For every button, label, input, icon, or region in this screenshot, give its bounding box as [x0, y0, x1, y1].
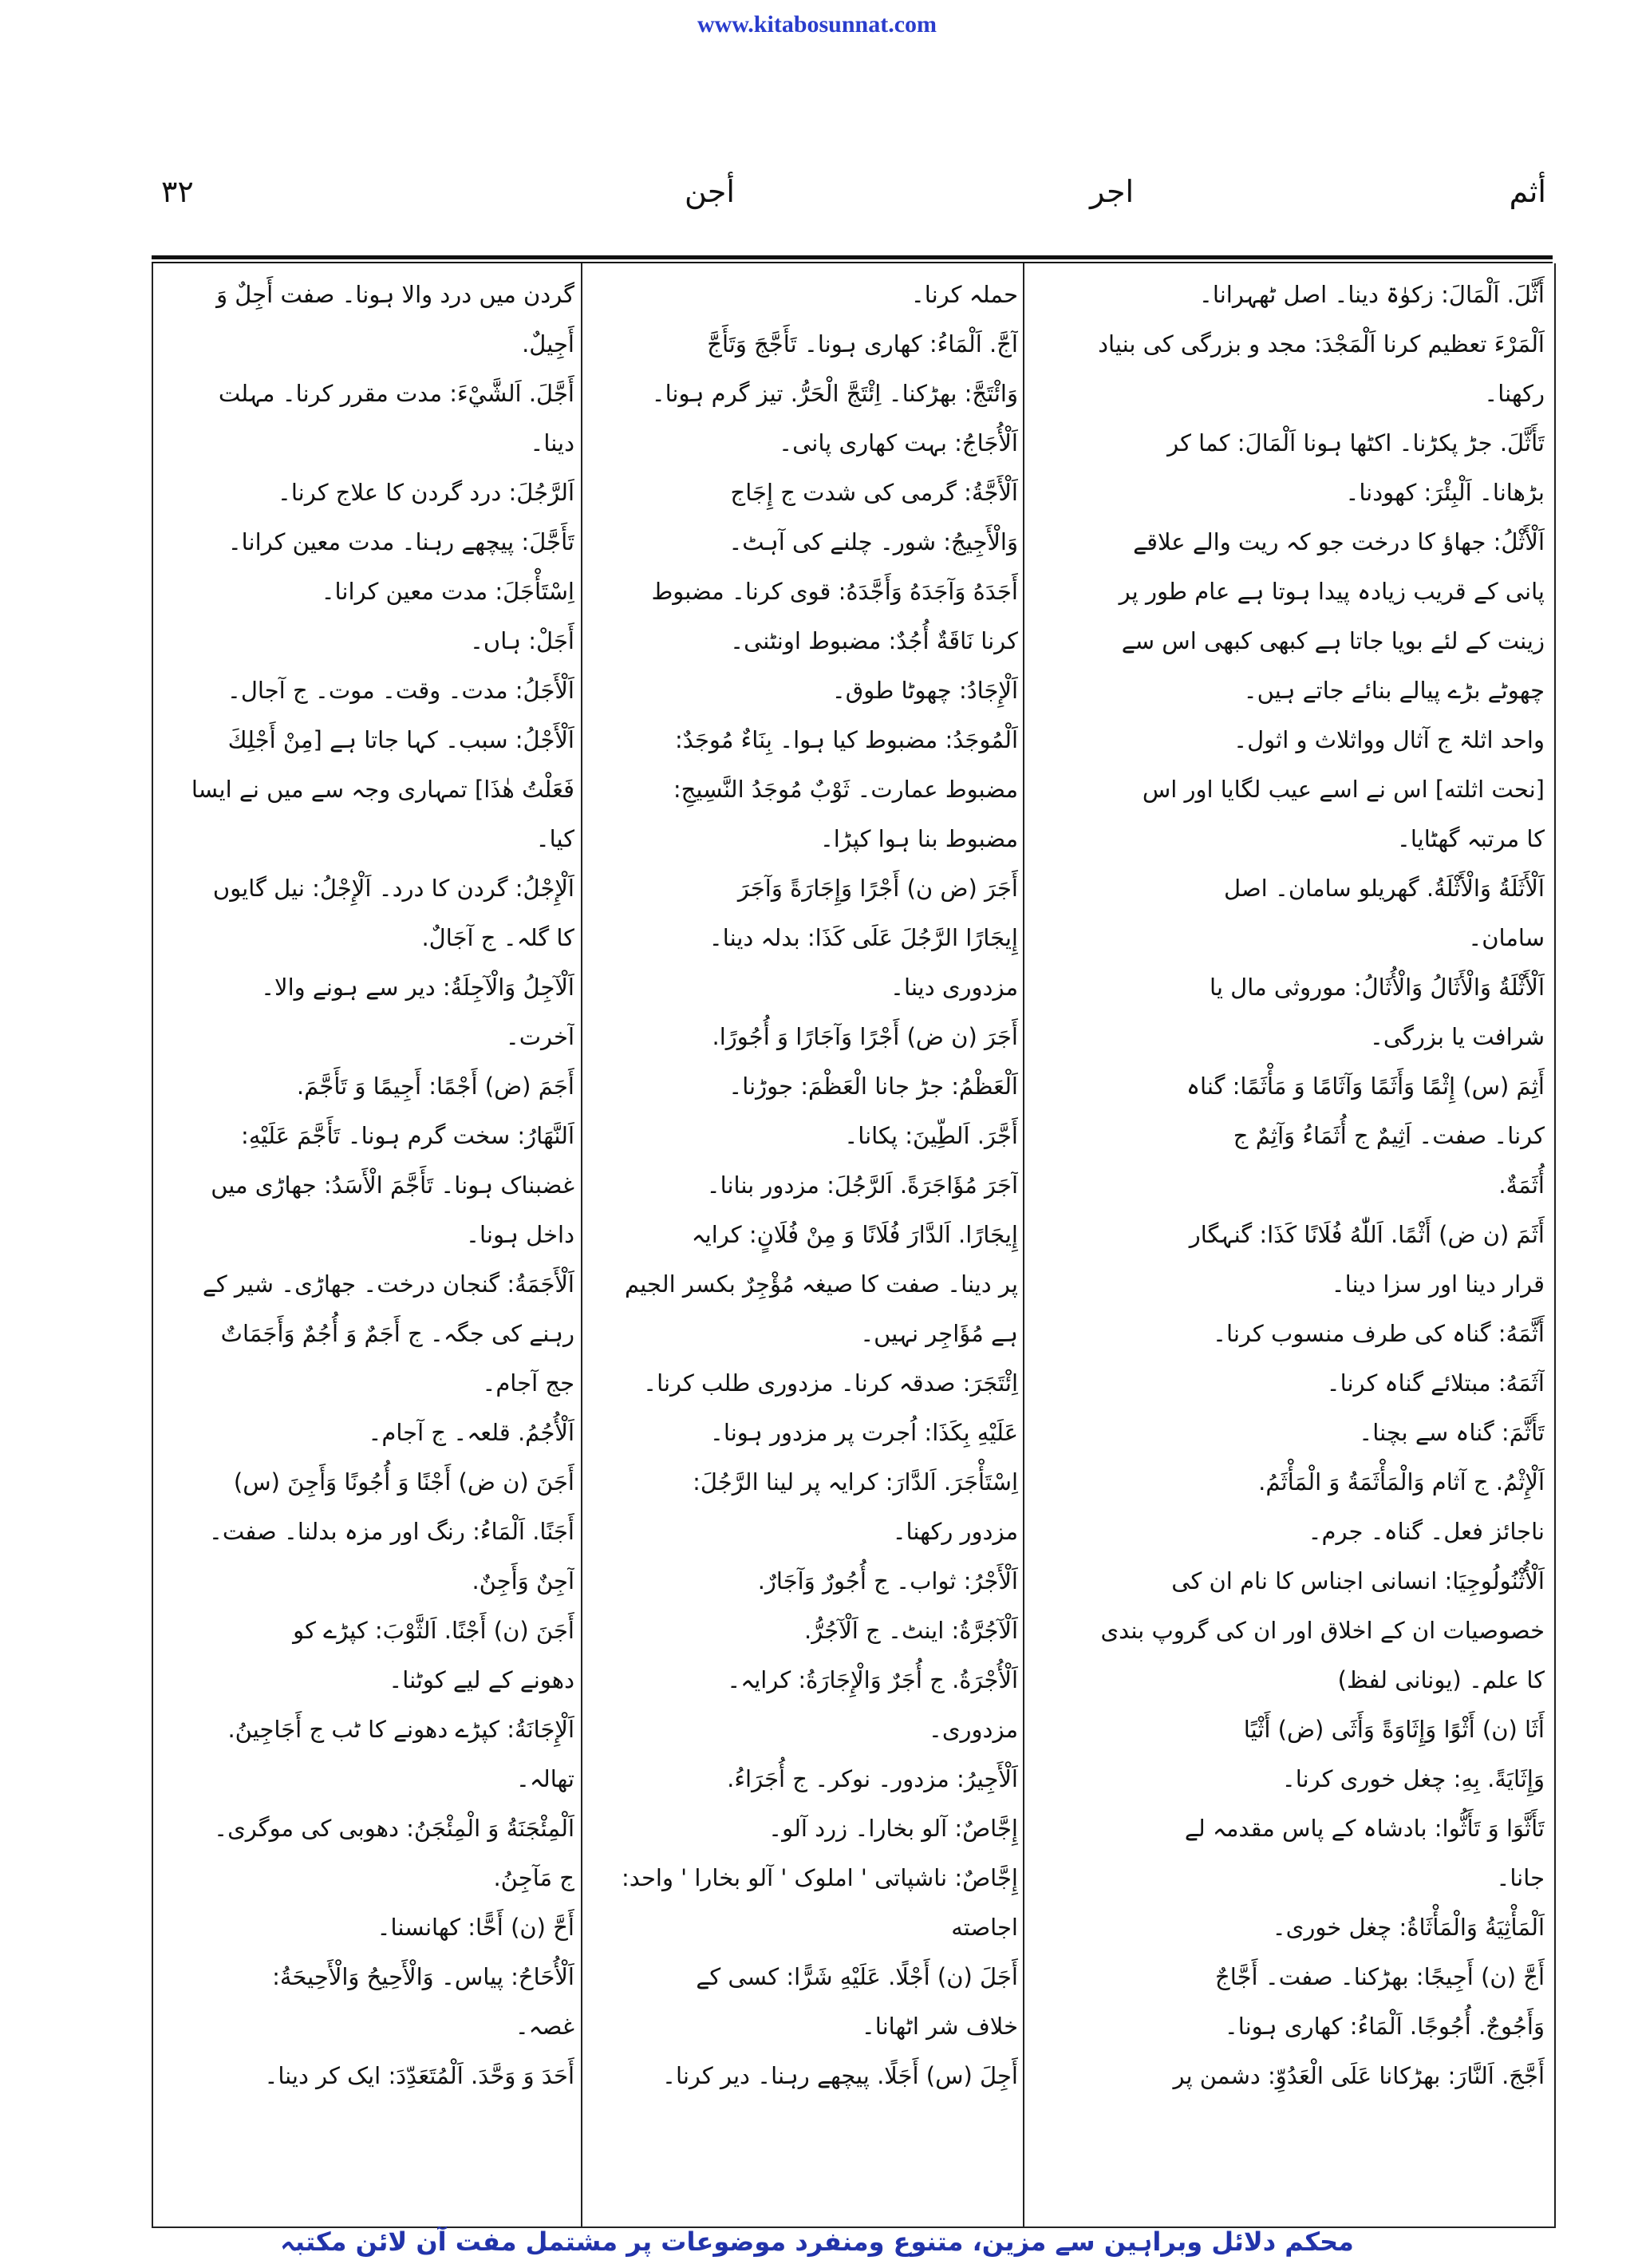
dictionary-line: إِيجَارًا الرَّجُلَ عَلَى كَذَا: بدلہ دینا۔ — [708, 924, 1018, 951]
dictionary-line: أَجَّ (ن) أَجِيجًا: بھڑکنا۔ صفت۔ أَجَّاجٌ — [1215, 1963, 1545, 1990]
dictionary-line: دینا۔ — [530, 429, 574, 456]
dictionary-line: أَجَدَهُ وَآجَدَهُ وَأَجَّدَهُ: قوی کرنا۔ مضبوط — [651, 578, 1018, 605]
dictionary-line: أُثَمَةٌ. — [1498, 1172, 1545, 1199]
column-divider-left — [581, 263, 582, 2227]
dictionary-line: إِجَّاصٌ: آلو بخارا۔ زرد آلو۔ — [768, 1815, 1018, 1842]
dictionary-line: اَلْإِجَادُ: چھوٹا طوق۔ — [831, 677, 1018, 704]
dictionary-line: قرار دینا اور سزا دینا۔ — [1331, 1270, 1545, 1298]
dictionary-line: أَجِلَ (س) أَجَلًا. پیچھے رہنا۔ دیر کرنا۔ — [662, 2062, 1018, 2089]
dictionary-line: إِجَّاصٌ: ناشپاتی ' املوک ' آلو بخارا ' واحد: — [621, 1864, 1018, 1891]
dictionary-line: جج آجام۔ — [482, 1369, 574, 1397]
dictionary-line: أَجَّرَ. اَلطِّينَ: پکانا۔ — [844, 1122, 1018, 1149]
dictionary-line: مضبوط بنا ہوا کپڑا۔ — [819, 825, 1018, 852]
dictionary-line: اَلْأُحَاحُ: پیاس۔ وَالْأَحِيحُ وَالْأَحِيحَةُ: — [272, 1963, 574, 1990]
dictionary-line: أَثَا (ن) أَثْوًا وَإِثَاوَةً وَأَثَى (ض) أَثْيًا — [1243, 1716, 1545, 1743]
dictionary-line: مزدوری دینا۔ — [890, 974, 1018, 1001]
page-header — [158, 174, 1546, 222]
page-number: ۳۲ — [161, 174, 194, 209]
dictionary-line: اَلْأَثْلَةُ وَالْأَثَالُ وَالْأُثَالُ: موروثی مال یا — [1210, 974, 1545, 1001]
dictionary-line: أَحَّ (ن) أَحًّا: کھانسنا۔ — [377, 1914, 574, 1941]
dictionary-line: اَلْأُثْنُولُوجِيَا: انسانی اجناس کا نام ان کی — [1171, 1567, 1545, 1594]
dictionary-line: دھونے کے لیے کوٹنا۔ — [389, 1666, 574, 1693]
dictionary-line: اَلْأَجِيرُ: مزدور۔ نوکر۔ ج أُجَرَاءُ. — [727, 1765, 1018, 1792]
dictionary-line: اَلْأَجْرُ: ثواب۔ ج أُجُورٌ وَآجَارٌ. — [757, 1567, 1018, 1594]
dictionary-line: کا مرتبہ گھٹایا۔ — [1396, 825, 1545, 852]
dictionary-line: پر دینا۔ صفت کا صیغہ مُؤْجِرٌ بکسر الجیم — [625, 1270, 1018, 1298]
dictionary-line: کیا۔ — [535, 825, 574, 852]
dictionary-line: رہنے کی جگہ۔ ج أَجَمٌ وَ أُجُمٌ وَأَجَمَاتٌ — [220, 1320, 574, 1347]
dictionary-line: ہے مُؤَاجِر نہیں۔ — [860, 1320, 1018, 1347]
dictionary-line: غضبناک ہونا۔ تَأَجَّمَ الْأَسَدُ: جھاڑی میں — [211, 1172, 574, 1199]
dictionary-line: آخرت۔ — [505, 1023, 574, 1050]
dictionary-line: واحد اثلۃ ج آثال وواثلاث و اثول۔ — [1233, 726, 1545, 753]
dictionary-line: أَثَّلَ. اَلْمَالَ: زکوٰۃ دینا۔ اصل ٹھہرانا۔ — [1198, 281, 1545, 308]
dictionary-line: اَلْمَرْءَ تعظیم کرنا اَلْمَجْدَ: مجد و بزرگی کی بنیاد — [1098, 330, 1545, 358]
column-divider-right — [1023, 263, 1024, 2227]
dictionary-line: اَلْمُوجَدُ: مضبوط کیا ہوا۔ بِنَاءٌ مُوجَدٌ: — [674, 726, 1018, 753]
dictionary-line: اَلْأَجَمَةُ: گنجان درخت۔ جھاڑی۔ شیر کے — [202, 1270, 574, 1298]
dictionary-line: جانا۔ — [1496, 1864, 1545, 1891]
dictionary-line: پانی کے قریب زیادہ پیدا ہوتا ہے عام طور پر — [1119, 578, 1545, 605]
dictionary-line: وَأَجُوجٌ. أُجُوجًا. اَلْمَاءُ: کھاری ہونا۔ — [1224, 2013, 1545, 2040]
dictionary-line: اَلرَّجُلَ: درد گردن کا علاج کرنا۔ — [277, 479, 574, 506]
dictionary-line: اَلْأَثَلَةُ وَالْأَثْلَةُ. گھریلو سامان۔ اصل — [1224, 875, 1545, 902]
dictionary-line: [نحت اثلته] اس نے اسے عیب لگایا اور اس — [1142, 776, 1545, 803]
footer-slogan: محکم دلائل وبراہین سے مزین، متنوع ومنفرد موضوعات پر مشتمل مفت آن لائن مکتبہ — [280, 2227, 1354, 2257]
dictionary-line: مزدور رکھنا۔ — [892, 1518, 1018, 1545]
dictionary-line: أَحَدَ وَ وَحَّدَ. اَلْمُتَعَدِّدَ: ایک کر دینا۔ — [264, 2062, 574, 2089]
dictionary-line: فَعَلْتُ هٰذَا] تمہاری وجہ سے میں نے ایسا — [191, 776, 574, 803]
dictionary-line: أَجَّجَ. اَلنَّارَ: بھڑکانا عَلَى الْعَدُوِّ: دشمن پر — [1173, 2062, 1545, 2089]
dictionary-line: أَجَنًا. اَلْمَاءُ: رنگ اور مزہ بدلنا۔ صفت۔ — [208, 1518, 574, 1545]
dictionary-line: آجِنٌ وَأَجِنٌ. — [472, 1567, 574, 1594]
dictionary-line: غصہ۔ — [515, 2013, 574, 2040]
dictionary-line: آجَّ. اَلْمَاءُ: کھاری ہونا۔ تَأَجَّجَ وَتَأَجَّ — [707, 330, 1018, 358]
dictionary-line: چھوٹے بڑے پیالے بنائے جاتے ہیں۔ — [1243, 677, 1545, 704]
dictionary-line: وَالْأَجِيجُ: شور۔ چلنے کی آہٹ۔ — [728, 528, 1018, 555]
dictionary-line: اَلْآجِلُ وَالْآجِلَةُ: دیر سے ہونے والا۔ — [261, 974, 574, 1001]
left-column-keyword: أجن — [685, 174, 735, 209]
dictionary-line: أَثِمَ (س) إِثْمًا وَأَثَمًا وَآثَامًا وَ مَأْثَمًا: گناہ — [1186, 1073, 1545, 1100]
dictionary-line: أَجَّلَ. اَلشَّيْءَ: مدت مقرر کرنا۔ مہلت — [218, 380, 574, 407]
dictionary-line: أَجَمَ (ض) أَجْمًا: أَجِيمًا وَ تَأَجَّمَ. — [296, 1073, 574, 1100]
dictionary-line: مضبوط عمارت۔ ثَوْبٌ مُوجَدُ النَّسِيجِ: — [673, 776, 1018, 803]
dictionary-line: اجاصته — [951, 1914, 1018, 1941]
dictionary-line: اَلْمَأْثِيَةُ وَالْمَأْثَاةُ: چغل خوری۔ — [1272, 1914, 1545, 1941]
dictionary-line: آجَرَ مُؤَاجَرَةً. اَلرَّجُلَ: مزدور بنانا۔ — [706, 1172, 1018, 1199]
dictionary-line: إِيجَارًا. اَلدَّارَ فُلَانًا وَ مِنْ فُلَانٍ: کرایہ — [691, 1221, 1018, 1248]
dictionary-line: أَجَلْ: ہاں۔ — [469, 627, 574, 654]
dictionary-line: أَجَلَ (ن) أَجْلًا. عَلَيْهِ شَرًّا: کسی کے — [696, 1963, 1018, 1990]
dictionary-line: اِسْتَأْجَلَ: مدت معین کرانا۔ — [321, 578, 574, 605]
middle-column-keyword: اجر — [1090, 174, 1135, 209]
dictionary-line: خصوصیات ان کے اخلاق اور ان کی گروپ بندی — [1100, 1617, 1545, 1644]
dictionary-line: اِسْتَأْجَرَ. اَلدَّارَ: کرایہ پر لینا الرَّجُلَ: — [693, 1468, 1018, 1496]
dictionary-line: زینت کے لئے بویا جاتا ہے کبھی کبھی اس سے — [1121, 627, 1545, 654]
dictionary-line: اَلْأُجْرَةُ. ج أُجَرٌ وَالْإِجَارَةُ: کرایہ۔ — [727, 1666, 1018, 1693]
dictionary-line: اَلنَّهَارُ: سخت گرم ہونا۔ تَأَجَّمَ عَلَيْهِ: — [241, 1122, 574, 1149]
dictionary-line: خلاف شر اٹھانا۔ — [861, 2013, 1018, 2040]
dictionary-line: أَجَرَ (ن ض) أَجْرًا وَآجَارًا وَ أُجُورًا. — [712, 1023, 1018, 1050]
dictionary-line: رکھنا۔ — [1484, 380, 1545, 407]
dictionary-line: تَأَثَّلَ. جڑ پکڑنا۔ اکٹھا ہونا اَلْمَالَ: کما کر — [1167, 429, 1545, 456]
dictionary-line: اَلْإِجْلُ: گردن کا درد۔ اَلْإِجْلُ: نیل گایوں — [212, 875, 574, 902]
right-column — [1029, 270, 1545, 2217]
dictionary-line: اَلْعَظْمُ: جڑ جانا الْعَظْمَ: جوڑنا۔ — [728, 1073, 1018, 1100]
dictionary-line: أَجِيلٌ. — [522, 330, 574, 358]
dictionary-line: تَأَجَّلَ: پیچھے رہنا۔ مدت معین کرانا۔ — [227, 528, 574, 555]
dictionary-line: أَجَرَ (ض ن) أَجْرًا وَإِجَارَةً وَآجَرَ — [737, 875, 1018, 902]
dictionary-line: کا گلہ۔ ج آجَالٌ. — [421, 924, 574, 951]
dictionary-line: اَلْأُجَاجُ: بہت کھاری پانی۔ — [779, 429, 1018, 456]
header-rule — [152, 255, 1553, 259]
dictionary-line: شرافت یا بزرگی۔ — [1369, 1023, 1545, 1050]
dictionary-line: اِئْتَجَرَ: صدقہ کرنا۔ مزدوری طلب کرنا۔ — [643, 1369, 1018, 1397]
dictionary-line: کرنا نَاقَةٌ أُجُدٌ: مضبوط اونٹنی۔ — [730, 627, 1018, 654]
dictionary-line: گردن میں درد والا ہونا۔ صفت أَجِلٌ وَ — [216, 281, 574, 308]
middle-column — [587, 270, 1018, 2217]
dictionary-line: وَائْتَجَّ: بھڑکنا۔ اِئْتَجَّ الْحَرُّ. تیز گرم ہونا۔ — [651, 380, 1018, 407]
dictionary-line: أَجَنَ (ن ض) أَجْنًا وَ أُجُونًا وَأَجِنَ (س) — [233, 1468, 574, 1496]
left-column — [160, 270, 574, 2217]
site-url[interactable]: www.kitabosunnat.com — [697, 11, 937, 38]
dictionary-line: عَلَيْهِ بِكَذَا: اُجرت پر مزدور ہونا۔ — [709, 1419, 1018, 1446]
dictionary-line: اَلْأَجَلُ: مدت۔ وقت۔ موت۔ ج آجال۔ — [227, 677, 574, 704]
dictionary-line: مزدوری۔ — [928, 1716, 1018, 1743]
dictionary-line: بڑھانا۔ اَلْبِئْرَ: کھودنا۔ — [1345, 479, 1545, 506]
dictionary-line: حملہ کرنا۔ — [910, 281, 1018, 308]
dictionary-line: اَلْآجُرَّةُ: اینٹ۔ ج اَلْآجُرُّ. — [804, 1617, 1018, 1644]
dictionary-line: أَجَنَ (ن) أَجْنًا. اَلثَّوْبَ: کپڑے کو — [293, 1617, 574, 1644]
dictionary-line: أَثَّمَهُ: گناہ کی طرف منسوب کرنا۔ — [1213, 1320, 1545, 1347]
dictionary-line: اَلْإِثْمُ. ج آثام وَالْمَأْثَمَةُ وَ الْمَأْثَمُ. — [1258, 1468, 1545, 1496]
dictionary-line: اَلْأُجُمُ. قلعہ۔ ج آجام۔ — [368, 1419, 574, 1446]
dictionary-line: تھالہ۔ — [515, 1765, 574, 1792]
dictionary-line: اَلْأَثْلُ: جھاؤ کا درخت جو کہ ریت والے علاقے — [1133, 528, 1545, 555]
dictionary-line: آثَمَهُ: مبتلائے گناہ کرنا۔ — [1326, 1369, 1545, 1397]
dictionary-line: کرنا۔ صفت۔ اَثِیمٌ ج أُثَمَاءُ وَآثِمٌ ج — [1233, 1122, 1545, 1149]
dictionary-line: ج مَآجِنُ. — [493, 1864, 574, 1891]
dictionary-line: اَلْأَجْلُ: سبب۔ کہا جاتا ہے [مِنْ أَجْلِكَ — [227, 726, 574, 753]
dictionary-line: اَلْأَجَّةُ: گرمی کی شدت ج إِجَاج — [730, 479, 1018, 506]
dictionary-line: اَلْمِئْجَنَةُ وَ الْمِئْجَنُ: دھوبی کی موگری۔ — [214, 1815, 574, 1842]
dictionary-line: داخل ہونا۔ — [466, 1221, 574, 1248]
dictionary-line: کا علم۔ (یونانی لفظ) — [1337, 1666, 1545, 1693]
right-column-keyword: أثم — [1509, 174, 1546, 209]
dictionary-line: وَإِثَايَةً. بِهِ: چغل خوری کرنا۔ — [1281, 1765, 1545, 1792]
dictionary-line: ناجائز فعل۔ گناہ۔ جرم۔ — [1308, 1518, 1545, 1545]
dictionary-line: أَثَمَ (ن ض) أَثْمًا. اَللّٰهُ فُلَانًا كَذَا: گنہگار — [1189, 1221, 1545, 1248]
dictionary-line: اَلْإِجَانَةُ: کپڑے دھونے کا ٹب ج أَجَاجِينُ. — [227, 1716, 574, 1743]
dictionary-line: سامان۔ — [1468, 924, 1545, 951]
dictionary-line: تَأَثَّوَا وَ تَأَثُّوا: بادشاہ کے پاس مقدمہ لے — [1184, 1815, 1545, 1842]
dictionary-line: تَأَثَّمَ: گناہ سے بچنا۔ — [1359, 1419, 1545, 1446]
